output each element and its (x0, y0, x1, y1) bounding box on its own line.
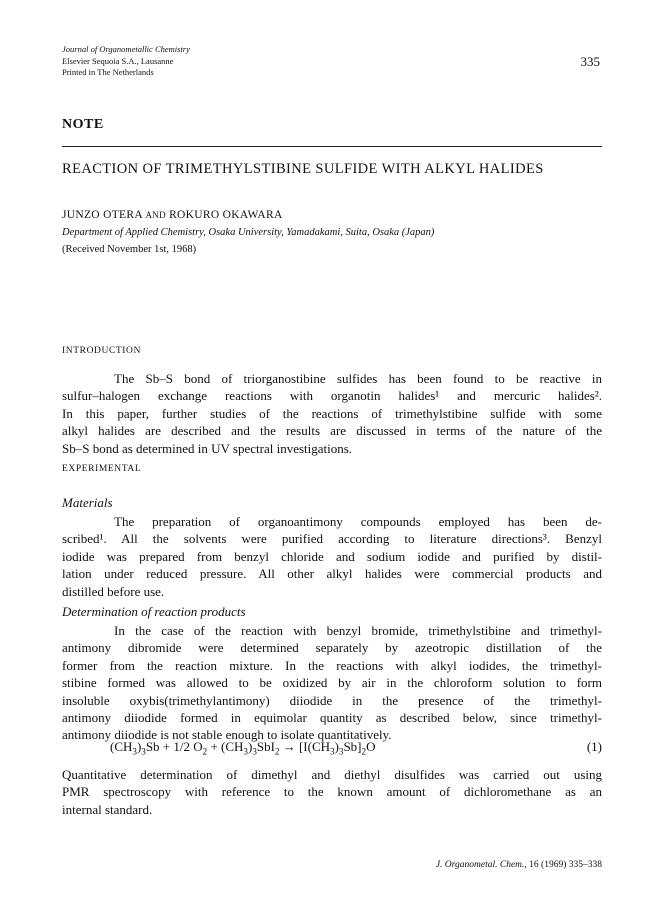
determination-line: antimony dibromide were determined separately by azeotropic distillation of the (62, 640, 602, 656)
materials-line: The preparation of organoantimony compounds employed has been de- (114, 514, 602, 529)
printed-line: Printed in The Netherlands (62, 67, 154, 77)
determination-line: antimony diiodide is not stable enough to isolate quantitatively. (62, 727, 392, 743)
determination-heading: Determination of reaction products (62, 604, 246, 619)
quantitative-line: PMR spectroscopy with reference to the known amount of dichloromethane as an (62, 784, 602, 800)
intro-line: In this paper, further studies of the reactions of trimethylstibine sulfide with some (62, 405, 602, 421)
intro-line: Sb–S bond as determined in UV spectral investigations. (62, 440, 353, 456)
author-second: ROKURO OKAWARA (169, 209, 283, 221)
affiliation: Department of Applied Chemistry, Osaka University, Yamadakami, Suita, Osaka (Japan) (62, 227, 435, 238)
determination-paragraph (62, 622, 602, 744)
quantitative-line: internal standard. (62, 801, 153, 817)
determination-line: stibine formed was allowed to be oxidized by air in the chloroform solution to form (62, 675, 602, 691)
determination-line: former from the reaction mixture. In the reactions with alkyl iodides, the trimethyl- (62, 657, 602, 673)
page-number: 335 (580, 54, 600, 69)
intro-line: sulfur–halogen exchange reactions with organotin halides¹ and mercuric halides². (62, 388, 602, 404)
equation-text: $(CH_3)_3Sb + 1/2$ $O_2 + (CH_3)_3SbI_2 \to [I(CH_3)_3Sb]_2O$ (110, 739, 376, 757)
materials-paragraph (62, 513, 602, 600)
authors (62, 209, 283, 221)
materials-line: scribed¹. All the solvents were purified according to literature directions³. Benzyl (62, 531, 602, 547)
materials-heading: Materials (62, 495, 113, 510)
quantitative-line: Quantitative determination of dimethyl and diethyl disulfides was carried out using (62, 767, 602, 782)
determination-line: antimony diiodide formed in equimolar quantity as described below, since trimethyl- (62, 710, 602, 726)
introduction-heading: INTRODUCTION (62, 346, 141, 356)
introduction-paragraph (62, 370, 602, 457)
title-divider (62, 146, 602, 147)
determination-line: In the case of the reaction with benzyl bromide, trimethylstibine and trimethyl- (114, 623, 602, 638)
intro-line: alkyl halides are described and the results are discussed in terms of the nature of the (62, 423, 602, 439)
publisher-line: Elsevier Sequoia S.A., Lausanne (62, 55, 174, 66)
quantitative-paragraph (62, 766, 602, 818)
materials-line: lation under reduced pressure. All other alkyl halides were commercial products and (62, 566, 602, 582)
determination-line: insoluble oxybis(trimethylantimony) diiodide in the presence of the trimethyl- (62, 692, 602, 708)
equation-number: (1) (586, 739, 602, 754)
journal-header (62, 44, 602, 79)
paper-title: REACTION OF TRIMETHYLSTIBINE SULFIDE WITH ALKYL HALIDES (62, 161, 544, 177)
paper-page (62, 0, 602, 912)
experimental-heading: EXPERIMENTAL (62, 464, 142, 474)
materials-line: iodide was prepared from benzyl chloride and sodium iodide and purified by distil- (62, 548, 602, 564)
journal-name: Journal of Organometallic Chemistry (62, 44, 190, 54)
author-first: JUNZO OTERA (62, 209, 143, 221)
footer-citation (436, 860, 602, 870)
materials-line: distilled before use. (62, 583, 165, 599)
footer-volume: , 16 (1969) 335–338 (524, 860, 602, 870)
authors-and: AND (145, 210, 166, 220)
note-label: NOTE (62, 117, 104, 132)
intro-line: The Sb–S bond of triorganostibine sulfides has been found to be reactive in (114, 371, 602, 386)
received-date: (Received November 1st, 1968) (62, 244, 197, 255)
footer-journal: J. Organometal. Chem. (435, 860, 525, 870)
